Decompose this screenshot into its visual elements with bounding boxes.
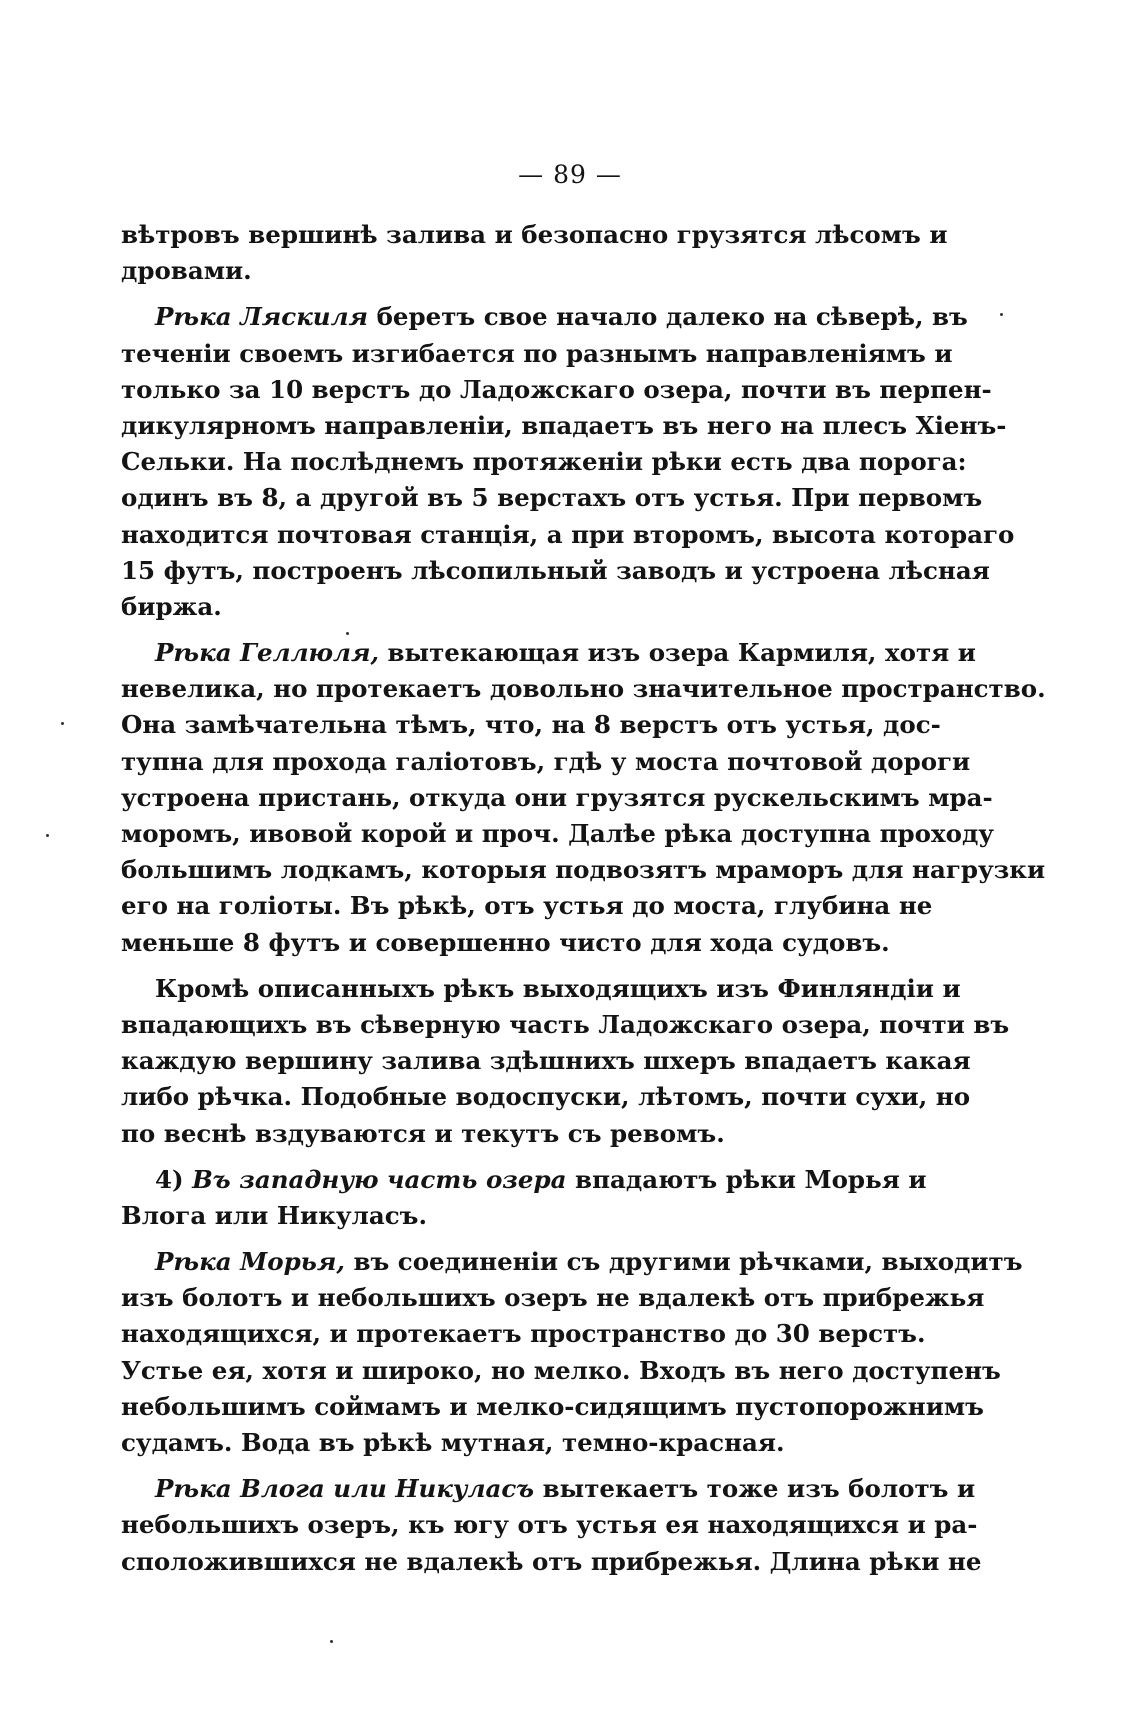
text-run: небольшихъ озеръ, къ югу отъ устья ея находящихся и ра- bbox=[121, 1510, 978, 1540]
text-line bbox=[121, 635, 976, 671]
text-line bbox=[121, 217, 948, 253]
italic-run: Въ западную часть озера bbox=[192, 1164, 567, 1194]
text-line bbox=[121, 1162, 927, 1198]
text-line bbox=[121, 553, 990, 589]
text-run: 15 футъ, построенъ лѣсопильный заводъ и устроена лѣсная bbox=[121, 555, 990, 585]
text-run: вытекаетъ тоже изъ болотъ и bbox=[534, 1474, 976, 1504]
text-line bbox=[121, 1316, 926, 1352]
body-text bbox=[121, 217, 1046, 1590]
text-line bbox=[121, 1244, 1023, 1280]
text-run: находится почтовая станція, а при второмъ, высота котораго bbox=[121, 519, 1015, 549]
scan-speck bbox=[346, 632, 349, 635]
italic-run: Рѣка Ляскиля bbox=[155, 302, 369, 332]
text-line bbox=[121, 336, 953, 372]
text-line bbox=[121, 1007, 1010, 1043]
text-run: его на голіоты. Въ рѣкѣ, отъ устья до моста, глубина не bbox=[121, 891, 933, 921]
text-run: беретъ свое начало далеко на сѣверѣ, въ bbox=[368, 302, 968, 332]
text-line bbox=[121, 589, 893, 625]
text-run: биржа. bbox=[121, 591, 222, 621]
italic-run: Рѣка Влога или Никуласъ bbox=[155, 1474, 535, 1504]
text-line bbox=[121, 444, 967, 480]
text-run: меньше 8 футъ и совершенно чисто для хода судовъ. bbox=[121, 927, 890, 957]
paragraph bbox=[121, 1471, 982, 1580]
text-run: судамъ. Вода въ рѣкѣ мутная, темно-красная. bbox=[121, 1428, 785, 1457]
text-run: одинъ въ 8, а другой въ 5 верстахъ отъ устья. При первомъ bbox=[121, 483, 983, 513]
text-run: изъ болотъ и небольшихъ озеръ не вдалекѣ отъ прибрежья bbox=[121, 1283, 985, 1313]
scan-speck bbox=[46, 834, 49, 837]
scan-speck bbox=[61, 722, 64, 725]
text-line bbox=[121, 1280, 985, 1316]
text-line bbox=[121, 816, 994, 852]
italic-run: Рѣка Морья, bbox=[155, 1247, 345, 1277]
text-line bbox=[121, 299, 968, 335]
text-run: невелика, но протекаетъ довольно значительное пространство. bbox=[121, 674, 1046, 704]
text-run: 4) bbox=[155, 1164, 193, 1194]
text-line bbox=[121, 1425, 893, 1461]
text-line bbox=[121, 1389, 984, 1425]
text-line bbox=[121, 372, 992, 408]
paragraph bbox=[121, 299, 1015, 625]
paragraph bbox=[121, 635, 1046, 961]
text-run: дикулярномъ направленіи, впадаетъ въ него на плесъ Хіенъ- bbox=[121, 410, 1007, 440]
text-run: тупна для прохода галіотовъ, гдѣ у моста почтовой дороги bbox=[121, 746, 971, 776]
text-run: по веснѣ вздуваются и текутъ съ ревомъ. bbox=[121, 1118, 725, 1148]
text-line bbox=[121, 852, 1046, 888]
text-run: Устье ея, хотя и широко, но мелко. Входъ въ него доступенъ bbox=[121, 1355, 1001, 1385]
text-line bbox=[121, 971, 961, 1007]
paragraph bbox=[121, 971, 1010, 1152]
text-line bbox=[121, 1043, 971, 1079]
text-line bbox=[121, 888, 933, 924]
text-line bbox=[121, 707, 941, 743]
text-run: дровами. bbox=[121, 256, 252, 286]
text-run: сположившихся не вдалекѣ отъ прибрежья. Длина рѣки не bbox=[121, 1546, 982, 1576]
text-run: устроена пристань, откуда они грузятся рускельскимъ мра- bbox=[121, 782, 993, 812]
text-run: теченіи своемъ изгибается по разнымъ направленіямъ и bbox=[121, 338, 953, 368]
text-line bbox=[121, 517, 1015, 553]
text-line bbox=[121, 1198, 893, 1234]
text-run: каждую вершину залива здѣшнихъ шхеръ впадаетъ какая bbox=[121, 1046, 971, 1076]
scan-speck bbox=[330, 1640, 333, 1643]
text-line bbox=[121, 1471, 976, 1507]
text-run: впадаютъ рѣки Морья и bbox=[566, 1164, 927, 1194]
text-run: въ соединеніи съ другими рѣчками, выходитъ bbox=[344, 1247, 1023, 1277]
text-run: Влога или Никуласъ. bbox=[121, 1200, 427, 1230]
text-run: Сельки. На послѣднемъ протяженіи рѣки есть два порога: bbox=[121, 447, 967, 477]
paragraph bbox=[121, 1244, 1023, 1461]
text-line bbox=[121, 253, 893, 289]
text-line bbox=[121, 480, 983, 516]
text-line bbox=[121, 1353, 1001, 1389]
text-line bbox=[121, 1079, 971, 1115]
text-line bbox=[121, 1544, 982, 1580]
text-run: небольшимъ соймамъ и мелко-сидящимъ пустопорожнимъ bbox=[121, 1391, 984, 1421]
paragraph bbox=[121, 217, 948, 289]
text-run: впадающихъ въ сѣверную часть Ладожскаго озера, почти въ bbox=[121, 1009, 1010, 1039]
paragraph bbox=[121, 1162, 927, 1234]
text-run: либо рѣчка. Подобные водоспуски, лѣтомъ, почти сухи, но bbox=[121, 1082, 971, 1112]
text-line bbox=[121, 925, 893, 961]
page-number: — 89 — bbox=[518, 160, 622, 189]
text-run: вытекающая изъ озера Кармиля, хотя и bbox=[379, 638, 976, 668]
text-run: большимъ лодкамъ, которыя подвозятъ мраморъ для нагрузки bbox=[121, 855, 1046, 885]
text-run: Кромѣ описанныхъ рѣкъ выходящихъ изъ Финляндіи и bbox=[155, 973, 961, 1003]
scan-speck bbox=[1000, 313, 1003, 316]
text-line bbox=[121, 780, 993, 816]
text-run: находящихся, и протекаетъ пространство до 30 верстъ. bbox=[121, 1319, 926, 1349]
text-line bbox=[121, 1507, 978, 1543]
text-run: Она замѣчательна тѣмъ, что, на 8 верстъ отъ устья, дос- bbox=[121, 710, 941, 740]
italic-run: Рѣка Геллюля, bbox=[155, 638, 379, 668]
text-line bbox=[121, 671, 1046, 707]
text-run: моромъ, ивовой корой и проч. Далѣе рѣка доступна проходу bbox=[121, 819, 994, 848]
text-line bbox=[121, 408, 1007, 444]
text-line bbox=[121, 744, 971, 780]
text-line bbox=[121, 1116, 893, 1152]
text-run: только за 10 верстъ до Ладожскаго озера, почти въ перпен- bbox=[121, 374, 992, 404]
text-run: вѣтровъ вершинѣ залива и безопасно грузятся лѣсомъ и bbox=[121, 220, 948, 249]
